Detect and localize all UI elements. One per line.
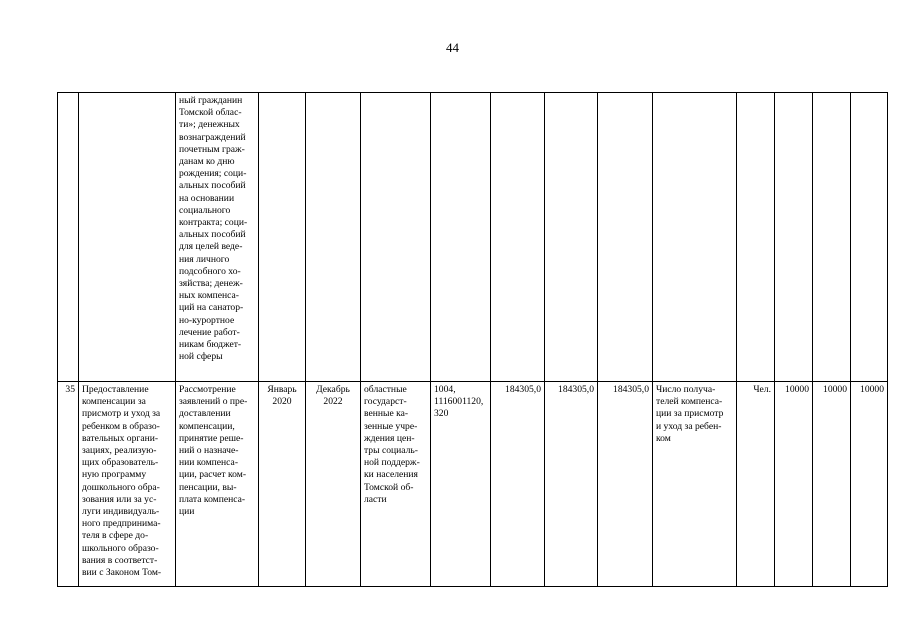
value-2022-cell: 10000 — [851, 382, 888, 587]
unit-cell: Чел. — [737, 382, 775, 587]
value-2020-cell: 10000 — [775, 382, 813, 587]
value-2020-cell — [775, 93, 813, 382]
start-date-cell: Январь 2020 — [259, 382, 306, 587]
budget-code-cell: 1004, 1116001120, 320 — [431, 382, 491, 587]
amount-2020-cell — [491, 93, 545, 382]
program-table — [57, 92, 888, 587]
indicator-cell — [653, 93, 737, 382]
unit-cell — [737, 93, 775, 382]
indicator-cell: Число получа- телей компенса- ции за присмотр и уход за ребен- ком — [653, 382, 737, 587]
event-name-cell: Предоставление компенсации за присмотр и уход за ребенком в образо- вательных органи- зациях, реализую- щих образователь- ную программу дошкольного обра- зования или за ус- луги индивидуаль- ного предпринима- теля в сфере до- школьного образо- вания в соответст- вии с Законом Том- — [79, 382, 176, 587]
executor-cell: областные государст- венные ка- зенные учре- ждения цен- тры социаль- ной поддерж- ки населения Томской об- ласти — [361, 382, 431, 587]
budget-code-cell — [431, 93, 491, 382]
amount-2021-cell: 184305,0 — [545, 382, 598, 587]
end-date-cell: Декабрь 2022 — [306, 382, 361, 587]
event-content-cell: ный гражданин Томской облас- ти»; денежных вознаграждений почетным граж- данам ко дню рождения; соци- альных пособий на основании социального контракта; соци- альных пособий для целей веде- ния личного подсобного хо- зяйства; денеж- ных компенса- ций на санатор- но-курортное лечение работ- никам бюджет- ной сферы — [176, 93, 259, 382]
event-content-cell: Рассмотрение заявлений о пре- доставлении компенсации, принятие реше- ний о назначе- нии компенса- ции, расчет ком- пенсации, вы- плата компенса- ции — [176, 382, 259, 587]
value-2022-cell — [851, 93, 888, 382]
amount-2021-cell — [545, 93, 598, 382]
executor-cell — [361, 93, 431, 382]
value-2021-cell — [813, 93, 851, 382]
page-number: 44 — [446, 40, 459, 55]
amount-2020-cell: 184305,0 — [491, 382, 545, 587]
value-2021-cell: 10000 — [813, 382, 851, 587]
amount-2022-cell — [598, 93, 653, 382]
table-row — [58, 382, 888, 587]
table-row — [58, 93, 888, 382]
event-name-cell — [79, 93, 176, 382]
start-date-cell — [259, 93, 306, 382]
row-number-cell — [58, 93, 79, 382]
end-date-cell — [306, 93, 361, 382]
amount-2022-cell: 184305,0 — [598, 382, 653, 587]
row-number-cell: 35 — [58, 382, 79, 587]
